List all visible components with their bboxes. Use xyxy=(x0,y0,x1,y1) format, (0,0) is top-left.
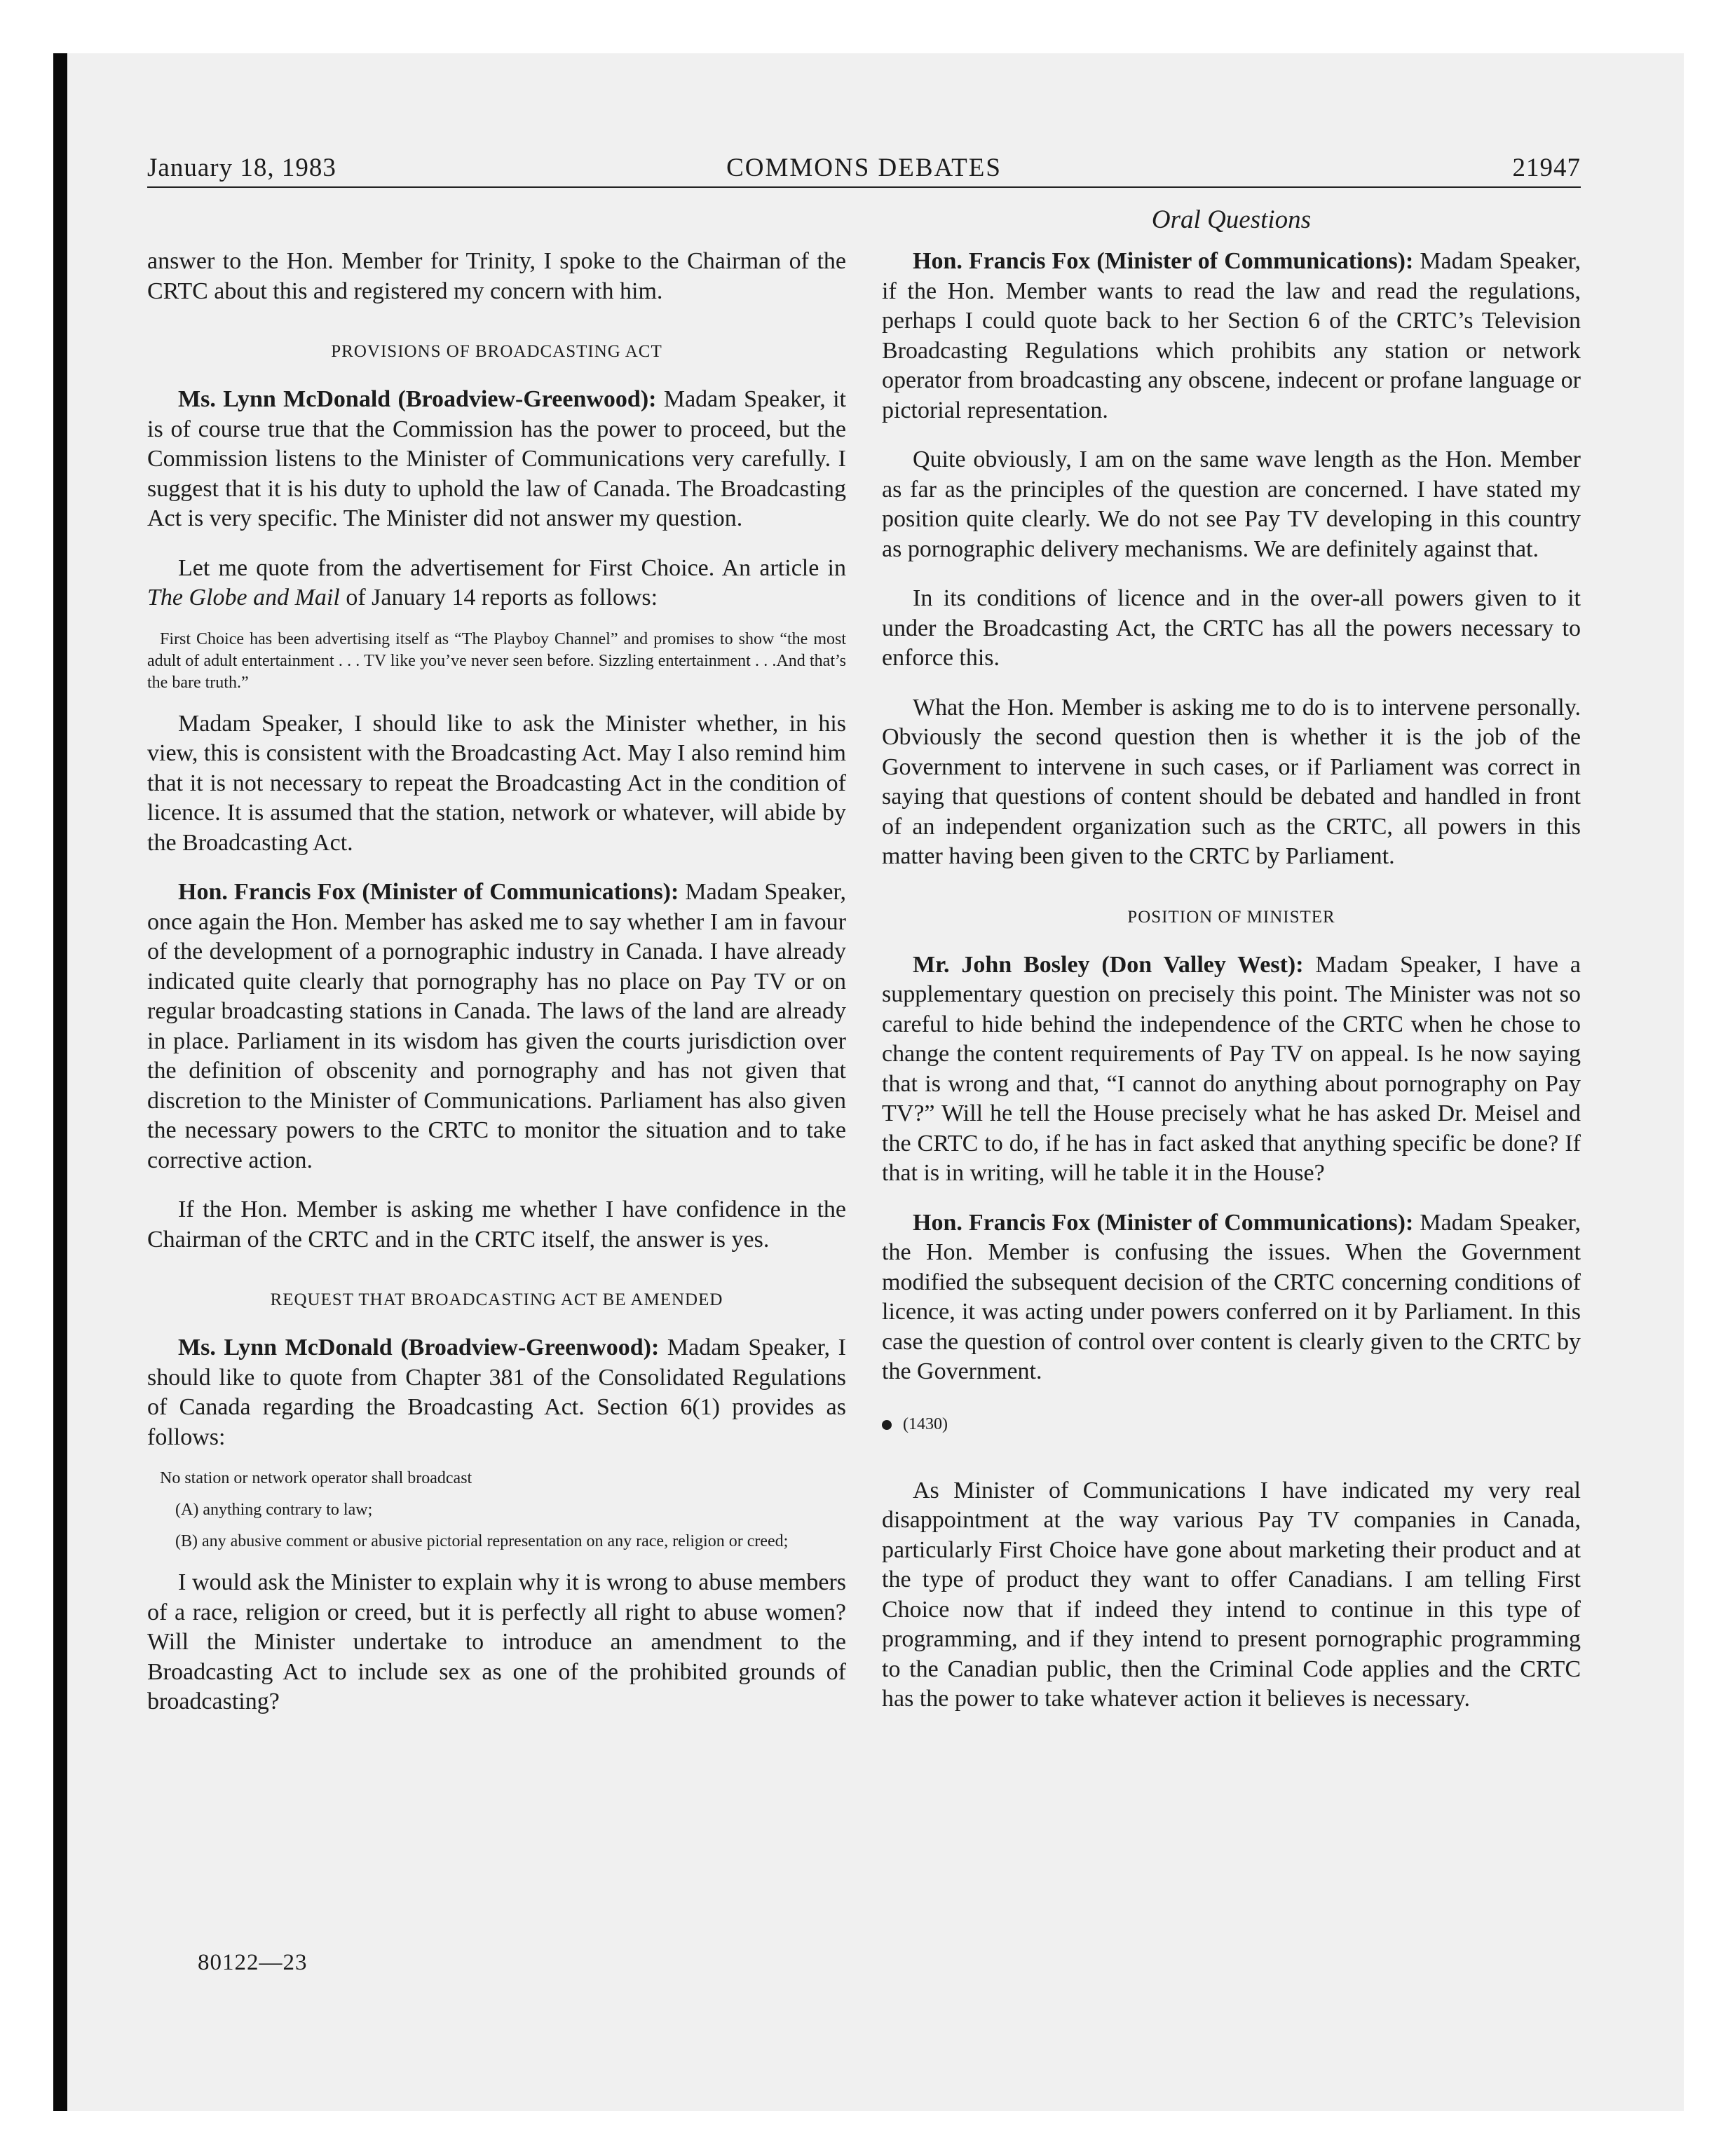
section-heading: REQUEST THAT BROADCASTING ACT BE AMENDED xyxy=(270,1290,723,1309)
paragraph: Madam Speaker, I should like to ask the Minister whether, in his view, this is consistent with the Broadcasting Act. May I also remind him that it is not necessary to repeat the Broadcasting Act in the condition of licence. It is assumed that the station, network or whatever, will abide by the Broadcasting Act. xyxy=(147,710,846,856)
speech-text: Madam Speaker, I have a supplementary question on precisely this point. The Minister was not so careful to hide behind the independence of the CRTC when he chose to change the content requirements of Pay TV on appeal. Is he now saying that is wrong and that, “I cannot do anything about pornography on Pay TV?” Will he tell the House precisely what he has asked Dr. Meisel and the CRTC to do, if he has in fact asked that anything specific be done? If that is in writing, will he table it in the House? xyxy=(882,951,1581,1186)
block-quote-item: (B) any abusive comment or abusive pictorial representation on any race, religion or creed; xyxy=(175,1532,789,1550)
newspaper-title: The Globe and Mail xyxy=(147,585,340,610)
paragraph: If the Hon. Member is asking me whether I have confidence in the Chairman of the CRTC and in the CRTC itself, the answer is yes. xyxy=(147,1196,846,1253)
binding-edge xyxy=(53,53,67,2111)
header-date: January 18, 1983 xyxy=(147,153,336,182)
paragraph xyxy=(147,554,846,613)
header-title: COMMONS DEBATES xyxy=(726,153,1002,182)
speech-text: Madam Speaker, if the Hon. Member wants to read the law and read the regulations, perhaps I could quote back to her Section 6 of the CRTC’s Television Broadcasting Regulations which prohibits any station or network operator from broadcasting any obscene, indecent or profane language or pictorial representation. xyxy=(882,248,1581,423)
speaker-name: Ms. Lynn McDonald (Broadview-Greenwood): xyxy=(178,1335,660,1360)
speech-paragraph xyxy=(147,878,846,1175)
speech-paragraph xyxy=(147,1333,846,1452)
speech-paragraph xyxy=(882,1208,1581,1387)
speech-paragraph xyxy=(882,950,1581,1189)
speech-text: Madam Speaker, the Hon. Member is confusing the issues. When the Government modified the subsequent decision of the CRTC concerning conditions of licence, it was acting under powers conferred on it by Parliament. In this case the question of control over content is clearly given to the CRTC by the Government. xyxy=(882,1209,1581,1384)
text: Let me quote from the advertisement for First Choice. An article in xyxy=(178,554,846,581)
right-column xyxy=(882,247,1581,1714)
paragraph: I would ask the Minister to explain why it is wrong to abuse members of a race, religion or creed, but it is perfectly all right to abuse women? Will the Minister undertake to introduce an amendment to the Broadcasting Act to include sex as one of the prohibited grounds of broadcasting? xyxy=(147,1569,846,1714)
time-stamp-text: (1430) xyxy=(903,1414,948,1433)
paragraph: Quite obviously, I am on the same wave length as the Hon. Member as far as the principles of the question are concerned. I have stated my position quite clearly. We do not see Pay TV developing in this country as pornographic delivery mechanisms. We are definitely against that. xyxy=(882,446,1581,562)
paragraph: answer to the Hon. Member for Trinity, I spoke to the Chairman of the CRTC about this and registered my concern with him. xyxy=(147,248,846,304)
text: of January 14 reports as follows: xyxy=(339,585,658,610)
time-stamp xyxy=(882,1415,1581,1434)
block-quote: First Choice has been advertising itself as “The Playboy Channel” and promises to show “the most adult of adult entertainment . . . TV like you’ve never seen before. Sizzling entertainment . . .And that’s the bare truth.” xyxy=(147,629,846,692)
running-head: Oral Questions xyxy=(1151,205,1312,234)
paragraph: In its conditions of licence and in the over-all powers given to it under the Broadcasting Act, the CRTC has all the powers necessary to enforce this. xyxy=(882,585,1581,671)
section-heading: PROVISIONS OF BROADCASTING ACT xyxy=(331,342,662,361)
folio-number: 80122—23 xyxy=(198,1950,308,1975)
page-header xyxy=(147,153,1581,188)
speaker-name: Ms. Lynn McDonald (Broadview-Greenwood): xyxy=(178,386,657,412)
block-quote-item: (A) anything contrary to law; xyxy=(175,1501,373,1519)
speech-paragraph xyxy=(882,247,1581,425)
paragraph: What the Hon. Member is asking me to do is to intervene personally. Obviously the second question then is whether it is the job of the Government to intervene in such cases, or if Parliament was correct in saying that questions of content should be debated and handled in front of an independent organization such as the CRTC, all powers in this matter having been given to the CRTC by Parliament. xyxy=(882,694,1581,869)
paragraph: As Minister of Communications I have indicated my very real disappointment at the way various Pay TV companies in Canada, particularly First Choice have gone about marketing their product and at the type of product they want to offer Canadians. I am telling First Choice now that if indeed they intend to continue in this type of programming, and if they intend to present pornographic programming to the Canadian public, then the Criminal Code applies and the CRTC has the power to take whatever action it believes is necessary. xyxy=(882,1477,1581,1712)
bullet-icon xyxy=(882,1420,892,1430)
speech-text: Madam Speaker, it is of course true that the Commission has the power to proceed, but the Commission listens to the Minister of Communications very carefully. I suggest that it is his duty to uphold the law of Canada. The Broadcasting Act is very specific. The Minister did not answer my question. xyxy=(147,386,846,531)
speaker-name: Mr. John Bosley (Don Valley West): xyxy=(913,951,1304,978)
header-rule xyxy=(147,186,1581,188)
section-heading: POSITION OF MINISTER xyxy=(1127,907,1335,927)
speech-text: Madam Speaker, once again the Hon. Member has asked me to say whether I am in favour of the development of a pornographic industry in Canada. I have already indicated quite clearly that pornography has no place on Pay TV or on regular broadcasting stations in Canada. The laws of the land are already in place. Parliament in its wisdom has given the courts jurisdiction over the definition of obscenity and pornography and has not given that discretion to the Minister of Communications. Parliament has also given the necessary powers to the CRTC to monitor the situation and to take corrective action. xyxy=(147,879,846,1173)
speaker-name: Hon. Francis Fox (Minister of Communications): xyxy=(913,248,1414,274)
left-column xyxy=(147,247,846,1717)
block-quote-intro: No station or network operator shall broadcast xyxy=(160,1469,472,1487)
speech-paragraph xyxy=(147,385,846,534)
speaker-name: Hon. Francis Fox (Minister of Communications): xyxy=(913,1209,1414,1236)
speaker-name: Hon. Francis Fox (Minister of Communications): xyxy=(178,879,679,905)
header-page-number: 21947 xyxy=(1512,153,1581,182)
speech-text: Madam Speaker, I should like to quote from Chapter 381 of the Consolidated Regulations of Canada regarding the Broadcasting Act. Section 6(1) provides as follows: xyxy=(147,1335,846,1450)
